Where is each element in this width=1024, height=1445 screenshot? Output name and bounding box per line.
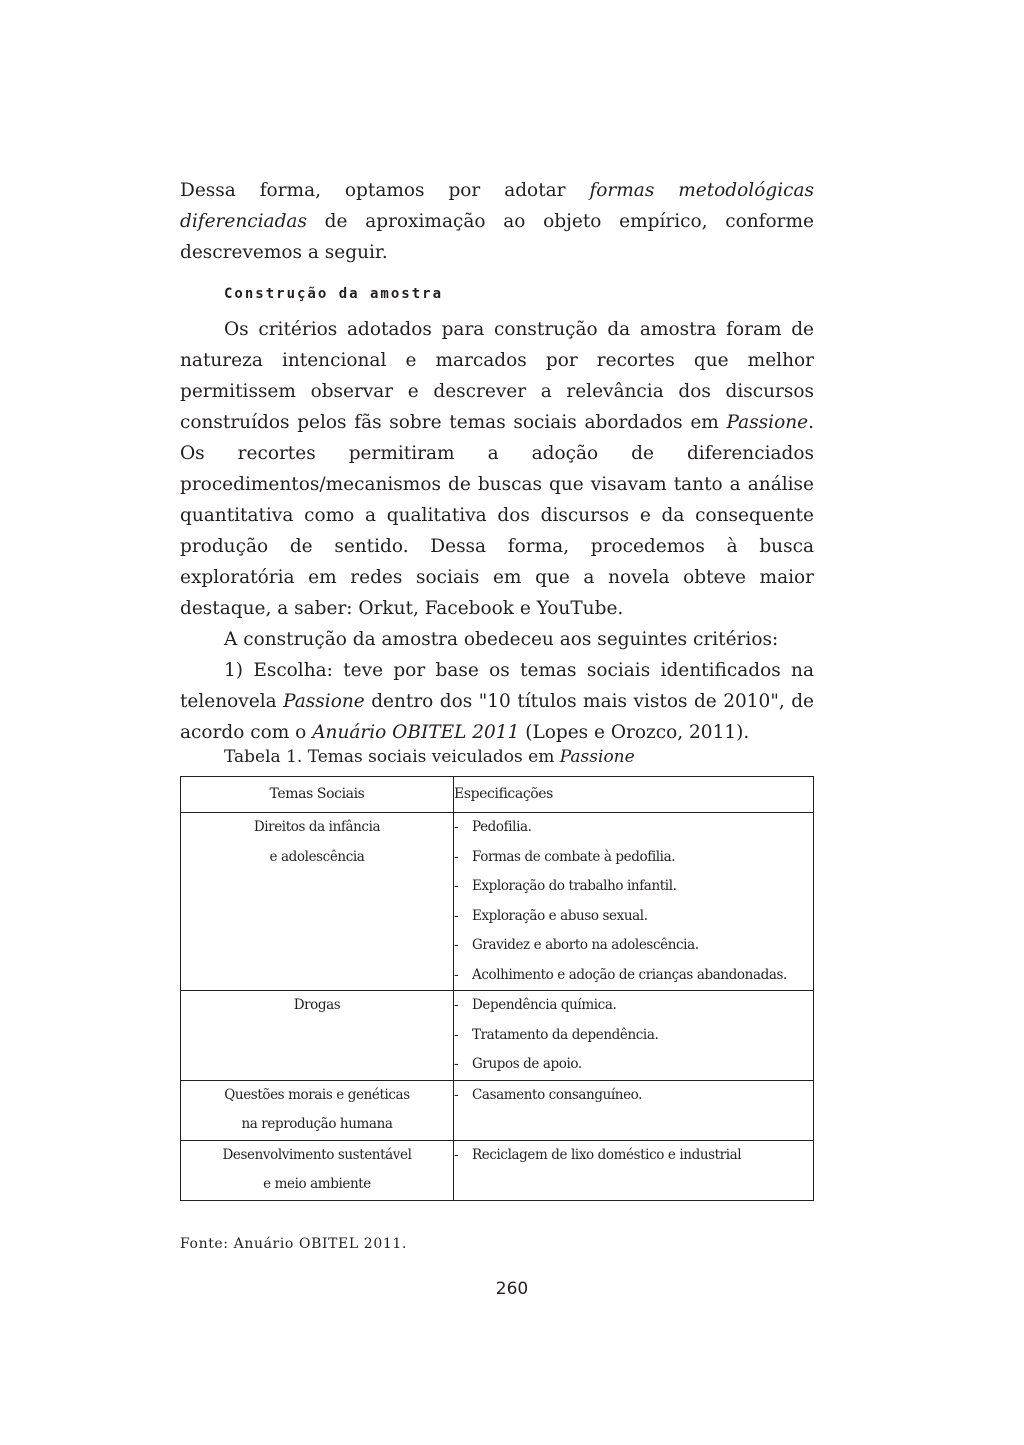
paragraph-3-middle: dentro dos "10 títulos mais vistos de 2010", de acordo com o [180,691,814,743]
table-row [181,1080,814,1140]
table-caption-text: Tabela 1. Temas sociais veiculados em [224,747,560,767]
theme-cell [181,991,454,1081]
intro-text-end: de aproximação ao objeto empírico, conforme descrevemos a seguir. [180,211,814,263]
theme-cell [181,813,454,991]
page-number: 260 [495,1279,529,1299]
column-header-themes: Temas Sociais [181,777,454,813]
theme-line: Desenvolvimento sustentável [222,1146,412,1163]
table-source: Fonte: Anuário OBITEL 2011. [180,1236,407,1252]
paragraph-3-end: (Lopes e Orozco, 2011). [519,722,750,743]
intro-emphasis: formas metodológicas diferenciadas [180,180,814,232]
passione-title: Passione [283,691,365,712]
column-header-specifications: Especificações [454,777,814,813]
social-themes-table [180,776,814,1201]
specifications-list [454,991,813,1080]
table-row [181,1140,814,1200]
specifications-cell [454,991,814,1081]
specifications-cell [454,1080,814,1140]
paragraph-3-start: 1) Escolha: teve por base os temas sociais identificados na telenovela [180,660,814,712]
specifications-cell [454,1140,814,1200]
specifications-list [454,813,813,990]
specification-item: - Exploração e abuso sexual. [454,902,813,932]
intro-paragraph [180,175,814,268]
theme-line: Drogas [293,997,341,1013]
theme-line: e adolescência [269,848,365,865]
theme-line: na reprodução humana [241,1116,393,1132]
body-text [180,314,814,748]
specification-item: - Formas de combate à pedofilia. [454,843,813,873]
specification-item: - Tratamento da dependência. [454,1021,813,1051]
theme-cell [181,1140,454,1200]
table-caption [224,747,635,767]
specifications-list [454,1141,813,1171]
specification-item: - Grupos de apoio. [454,1050,813,1080]
table-row [181,991,814,1081]
paragraph-1-start: Os critérios adotados para construção da amostra foram de natureza intencional e marcados por recortes que melhor permitissem observar e descrever a relevância dos discursos construídos pelos fãs sobre temas sociais abordados em [180,319,814,433]
specifications-cell [454,813,814,991]
table-row [181,813,814,991]
specifications-list [454,1081,813,1111]
theme-line: e meio ambiente [263,1176,371,1192]
table-body [181,813,814,1201]
table-caption-title: Passione [559,747,635,767]
section-heading: Construção da amostra [224,286,444,302]
theme-line: Direitos da infância [253,819,381,835]
specification-item: - Reciclagem de lixo doméstico e industrial [454,1141,813,1171]
specification-item: - Acolhimento e adoção de crianças abandonadas. [454,961,813,991]
specification-item: - Casamento consanguíneo. [454,1081,813,1111]
specification-item: - Exploração do trabalho infantil. [454,872,813,902]
passione-title: Passione [726,412,809,433]
paragraph-1-end: . Os recortes permitiram a adoção de diferenciados procedimentos/mecanismos de buscas que visavam tanto a análise quantitativa como a qualitativa dos discursos e da consequente produção de sentido. Dessa forma, procedemos à busca exploratória em redes sociais em que a novela obteve maior destaque, a saber: Orkut, Facebook e YouTube. [180,412,814,619]
theme-line: Questões morais e genéticas [224,1086,410,1103]
specification-item: - Dependência química. [454,991,813,1021]
specification-item: - Pedofilia. [454,813,813,843]
obitel-reference: Anuário OBITEL 2011 [312,722,520,743]
paragraph-3 [180,655,814,748]
paragraph-1 [180,314,814,624]
paragraph-2: A construção da amostra obedeceu aos seguintes critérios: [224,629,779,650]
specification-item: - Gravidez e aborto na adolescência. [454,931,813,961]
table-header-row [181,777,814,813]
intro-text-start: Dessa forma, optamos por adotar [180,180,590,201]
theme-cell [181,1080,454,1140]
